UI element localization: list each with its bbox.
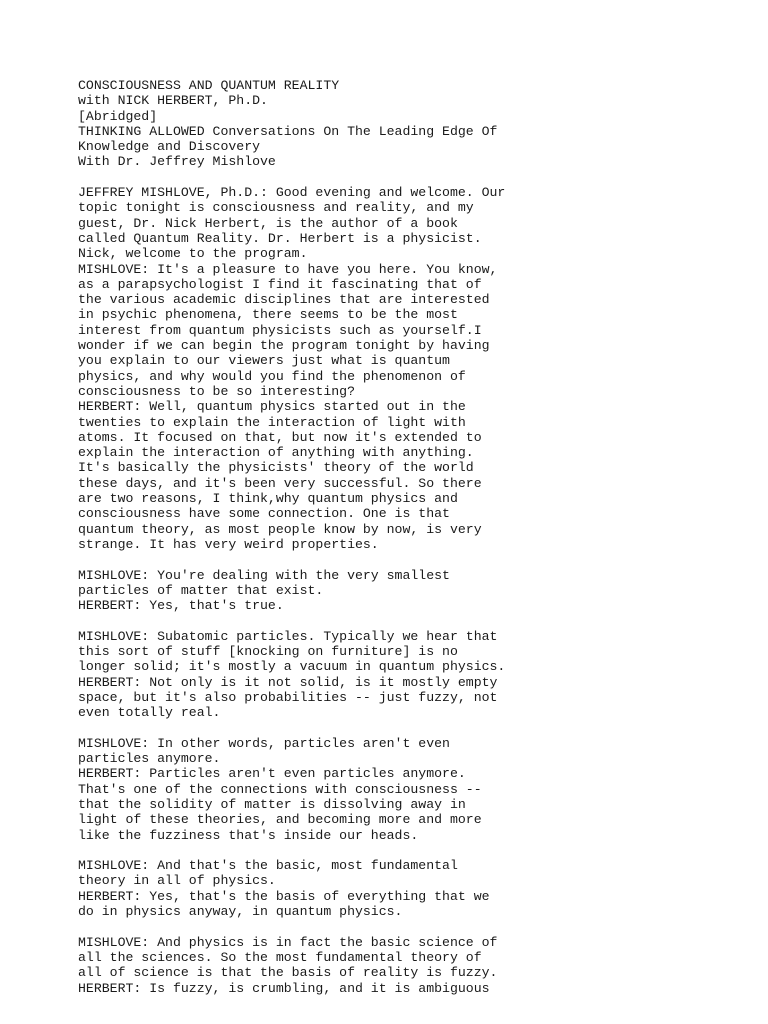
text-line: atoms. It focused on that, but now it's extended to xyxy=(78,429,482,445)
document-title: CONSCIOUSNESS AND QUANTUM REALITY xyxy=(78,78,340,93)
paragraph-gap xyxy=(78,552,758,567)
text-line: that the solidity of matter is dissolving away in xyxy=(78,796,466,812)
guest-line: with NICK HERBERT, Ph.D. xyxy=(78,93,268,109)
text-line: Nick, welcome to the program. xyxy=(78,246,308,262)
text-line: do in physics anyway, in quantum physics. xyxy=(78,904,403,920)
text-line: you explain to our viewers just what is quantum xyxy=(78,353,450,369)
text-line: consciousness to be so interesting? xyxy=(78,383,355,399)
text-line: guest, Dr. Nick Herbert, is the author of a book xyxy=(78,215,458,231)
series-title-line-1: THINKING ALLOWED Conversations On The Leading Edge Of xyxy=(78,123,498,139)
paragraph-4 xyxy=(78,736,758,843)
text-line: explain the interaction of anything with anything. xyxy=(78,445,474,461)
paragraph-gap xyxy=(78,720,758,735)
text-line: like the fuzziness that's inside our heads. xyxy=(78,827,419,843)
text-line: physics, and why would you find the phenomenon of xyxy=(78,368,466,384)
text-line: HERBERT: Yes, that's the basis of everything that we xyxy=(78,888,490,904)
text-line: MISHLOVE: And physics is in fact the basic science of xyxy=(78,934,498,950)
document-page xyxy=(78,78,758,996)
text-line: particles of matter that exist. xyxy=(78,582,324,598)
text-line: all of science is that the basis of reality is fuzzy. xyxy=(78,965,498,981)
text-line: That's one of the connections with consciousness -- xyxy=(78,781,482,797)
text-line: particles anymore. xyxy=(78,751,221,767)
text-line: MISHLOVE: And that's the basic, most fundamental xyxy=(78,858,458,874)
text-line: light of these theories, and becoming more and more xyxy=(78,812,482,828)
text-line: called Quantum Reality. Dr. Herbert is a physicist. xyxy=(78,230,482,246)
paragraph-gap xyxy=(78,170,758,185)
text-line: these days, and it's been very successful. So there xyxy=(78,475,482,491)
paragraph-5 xyxy=(78,858,758,919)
text-line: strange. It has very weird properties. xyxy=(78,536,379,552)
text-line: MISHLOVE: It's a pleasure to have you here. You know, xyxy=(78,261,498,277)
paragraph-gap xyxy=(78,613,758,628)
paragraph-1 xyxy=(78,185,758,552)
text-line: MISHLOVE: You're dealing with the very smallest xyxy=(78,567,450,583)
text-line: interest from quantum physicists such as yourself.I xyxy=(78,322,482,338)
text-line: all the sciences. So the most fundamental theory of xyxy=(78,949,482,965)
paragraph-2 xyxy=(78,568,758,614)
text-line: topic tonight is consciousness and reality, and my xyxy=(78,200,474,216)
paragraph-gap xyxy=(78,919,758,934)
text-line: HERBERT: Not only is it not solid, is it mostly empty xyxy=(78,674,498,690)
text-line: in psychic phenomena, there seems to be the most xyxy=(78,307,458,323)
text-line: HERBERT: Particles aren't even particles anymore. xyxy=(78,766,466,782)
text-line: even totally real. xyxy=(78,705,221,721)
text-line: MISHLOVE: Subatomic particles. Typically we hear that xyxy=(78,628,498,644)
document-header xyxy=(78,78,758,170)
text-line: longer solid; it's mostly a vacuum in quantum physics. xyxy=(78,659,506,675)
text-line: consciousness have some connection. One is that xyxy=(78,506,450,522)
text-line: JEFFREY MISHLOVE, Ph.D.: Good evening and welcome. Our xyxy=(78,185,506,201)
text-line: space, but it's also probabilities -- just fuzzy, not xyxy=(78,689,498,705)
paragraph-3 xyxy=(78,629,758,721)
text-line: twenties to explain the interaction of light with xyxy=(78,414,466,430)
text-line: It's basically the physicists' theory of the world xyxy=(78,460,474,476)
text-line: HERBERT: Well, quantum physics started out in the xyxy=(78,399,466,415)
text-line: theory in all of physics. xyxy=(78,873,276,889)
text-line: wonder if we can begin the program tonight by having xyxy=(78,338,490,354)
abridged-note: [Abridged] xyxy=(78,108,158,124)
host-line: With Dr. Jeffrey Mishlove xyxy=(78,154,276,170)
paragraph-6 xyxy=(78,935,758,996)
text-line: MISHLOVE: In other words, particles aren't even xyxy=(78,735,450,751)
series-title-line-2: Knowledge and Discovery xyxy=(78,139,261,155)
text-line: quantum theory, as most people know by now, is very xyxy=(78,521,482,537)
paragraph-gap xyxy=(78,843,758,858)
text-line: as a parapsychologist I find it fascinating that of xyxy=(78,276,482,292)
text-line: HERBERT: Yes, that's true. xyxy=(78,598,284,614)
text-line: HERBERT: Is fuzzy, is crumbling, and it is ambiguous xyxy=(78,980,490,996)
text-line: the various academic disciplines that are interested xyxy=(78,292,490,308)
text-line: are two reasons, I think,why quantum physics and xyxy=(78,491,458,507)
text-line: this sort of stuff [knocking on furniture] is no xyxy=(78,643,458,659)
